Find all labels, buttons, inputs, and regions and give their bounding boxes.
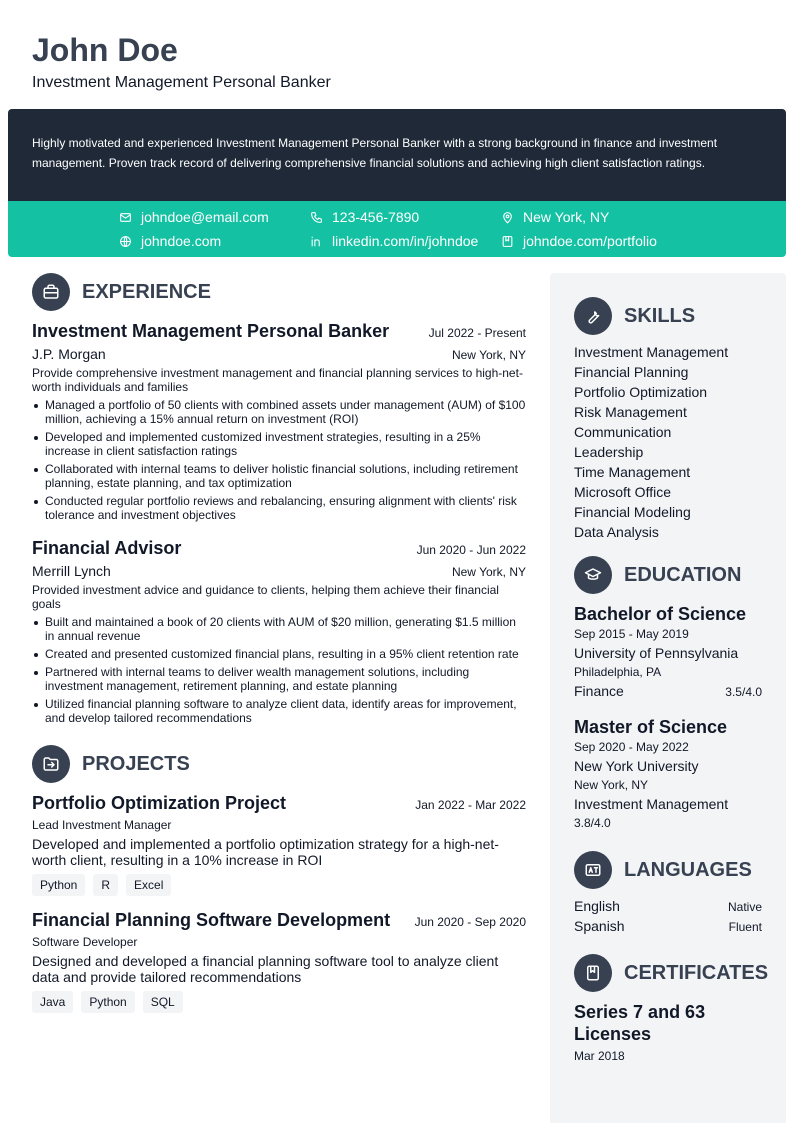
contact-portfolio[interactable] (501, 231, 657, 251)
job-achievements (32, 398, 526, 522)
skill-item: Risk Management (574, 404, 687, 420)
summary-text: Highly motivated and experienced Investment Management Personal Banker with a strong background in finance and investment management. Proven track record of delivering comprehensive financial solutions and achieving high client satisfaction ratings. (32, 136, 718, 170)
project-role: Lead Investment Manager (32, 818, 172, 832)
skill-item: Microsoft Office (574, 484, 671, 500)
portfolio-book-icon (501, 235, 514, 248)
job-dates: Jun 2020 - Jun 2022 (416, 543, 526, 557)
education-title: EDUCATION (624, 563, 742, 586)
achievement-bullet: Utilized financial planning software to analyze client data, identify areas for improvement, and develop tailored recommendations (32, 697, 526, 725)
tech-tag: SQL (143, 991, 183, 1013)
school-name: New York University (574, 758, 699, 774)
project-dates: Jun 2020 - Sep 2020 (414, 915, 526, 929)
languages-list (574, 896, 762, 936)
experience-item (32, 321, 526, 522)
project-tags (32, 874, 526, 896)
tech-tag: Python (81, 991, 134, 1013)
contact-linkedin[interactable] (310, 231, 478, 251)
translate-icon (574, 851, 612, 889)
contact-phone[interactable] (310, 207, 419, 227)
folder-icon (32, 745, 70, 783)
certificate-name: Series 7 and 63 Licenses (574, 1002, 706, 1044)
education-item (574, 716, 762, 832)
project-description: Designed and developed a financial planning software tool to analyze client data and provide tailored recommendations (32, 953, 499, 985)
language-level: Native (727, 900, 762, 914)
school-location: Philadelphia, PA (574, 665, 662, 679)
candidate-name: John Doe (32, 32, 178, 68)
school-name: University of Pennsylvania (574, 645, 739, 661)
phone-icon (310, 211, 323, 224)
graduation-cap-icon (574, 556, 612, 594)
achievement-bullet: Conducted regular portfolio reviews and rebalancing, ensuring alignment with clients' risk tolerance and investment objectives (32, 494, 526, 522)
job-title: Financial Advisor (32, 538, 182, 558)
project-item (32, 793, 526, 896)
skills-heading (574, 297, 695, 335)
job-location: New York, NY (451, 348, 526, 362)
phone-text: 123-456-7890 (332, 209, 420, 225)
education-heading (574, 556, 741, 594)
certificate-item (574, 1001, 762, 1065)
achievement-bullet: Built and maintained a book of 20 clients with AUM of $20 million, generating $1.5 million in annual revenue (32, 615, 526, 643)
language-row (574, 916, 762, 936)
tech-tag: R (93, 874, 118, 896)
email-text: johndoe@email.com (141, 209, 269, 225)
education-item (574, 603, 762, 701)
project-title: Portfolio Optimization Project (32, 793, 287, 813)
field-of-study: Finance (574, 683, 624, 699)
globe-icon (119, 235, 132, 248)
certificate-date: Mar 2018 (574, 1049, 625, 1063)
school-location: New York, NY (574, 778, 649, 792)
contact-website[interactable] (119, 231, 221, 251)
degree: Bachelor of Science (574, 604, 747, 624)
skills-title: SKILLS (624, 304, 696, 327)
contact-location (501, 207, 609, 227)
achievement-bullet: Created and presented customized financial plans, resulting in a 95% client retention rate (32, 647, 526, 661)
skill-item: Financial Modeling (574, 504, 691, 520)
experience-heading (32, 273, 211, 311)
skill-item: Investment Management (574, 344, 729, 360)
project-dates: Jan 2022 - Mar 2022 (415, 798, 526, 812)
job-description: Provide comprehensive investment management and financial planning services to high-net-worth individuals and families (32, 366, 523, 394)
job-achievements (32, 615, 526, 725)
job-dates: Jul 2022 - Present (428, 326, 526, 340)
gpa: 3.5/4.0 (725, 685, 762, 699)
languages-title: LANGUAGES (624, 858, 752, 881)
wrench-icon (574, 297, 612, 335)
skill-item: Portfolio Optimization (574, 384, 708, 400)
briefcase-icon (32, 273, 70, 311)
language-level: Fluent (728, 920, 762, 934)
project-description: Developed and implemented a portfolio optimization strategy for a high-net-worth client, resulting in a 10% increase in ROI (32, 836, 499, 868)
skill-item: Leadership (574, 444, 644, 460)
achievement-bullet: Partnered with internal teams to deliver wealth management solutions, including investment management, retirement planning, and estate planning (32, 665, 526, 693)
language-name: Spanish (574, 918, 625, 934)
job-company: J.P. Morgan (32, 346, 106, 362)
education-dates: Sep 2020 - May 2022 (574, 740, 689, 754)
skill-item: Financial Planning (574, 364, 689, 380)
degree: Master of Science (574, 717, 728, 737)
job-title: Investment Management Personal Banker (32, 321, 390, 341)
skills-list (574, 342, 762, 542)
linkedin-text: linkedin.com/in/johndoe (332, 233, 479, 249)
skill-item: Time Management (574, 464, 691, 480)
project-role: Software Developer (32, 935, 138, 949)
contact-band (8, 201, 786, 257)
portfolio-text: johndoe.com/portfolio (523, 233, 657, 249)
location-pin-icon (501, 211, 514, 224)
projects-heading (32, 745, 190, 783)
linkedin-icon (310, 235, 323, 248)
projects-title: PROJECTS (82, 752, 190, 775)
tech-tag: Python (32, 874, 85, 896)
achievement-bullet: Developed and implemented customized investment strategies, resulting in a 25% increase in client satisfaction ratings (32, 430, 526, 458)
gpa: 3.8/4.0 (574, 816, 611, 830)
summary-band (8, 109, 786, 201)
resume-header (32, 30, 331, 92)
achievement-bullet: Managed a portfolio of 50 clients with combined assets under management (AUM) of $100 million, achieving a 15% annual return on investment (ROI) (32, 398, 526, 426)
location-text: New York, NY (523, 209, 610, 225)
project-tags (32, 991, 526, 1013)
email-icon (119, 211, 132, 224)
language-name: English (574, 898, 620, 914)
candidate-title: Investment Management Personal Banker (32, 74, 331, 91)
tech-tag: Excel (126, 874, 171, 896)
certificate-book-icon (574, 954, 612, 992)
skill-item: Communication (574, 424, 672, 440)
website-text: johndoe.com (141, 233, 222, 249)
languages-heading (574, 851, 752, 889)
achievement-bullet: Collaborated with internal teams to deliver holistic financial solutions, including retirement planning, estate planning, and tax optimization (32, 462, 526, 490)
experience-title: EXPERIENCE (82, 280, 211, 303)
certificates-title: CERTIFICATES (624, 961, 769, 984)
skill-item: Data Analysis (574, 524, 659, 540)
experience-item (32, 538, 526, 725)
project-title: Financial Planning Software Development (32, 910, 391, 930)
education-dates: Sep 2015 - May 2019 (574, 627, 689, 641)
language-row (574, 896, 762, 916)
certificates-heading (574, 954, 768, 992)
job-company: Merrill Lynch (32, 563, 111, 579)
project-item (32, 910, 526, 1013)
tech-tag: Java (32, 991, 73, 1013)
job-description: Provided investment advice and guidance to clients, helping them achieve their financial goals (32, 583, 499, 611)
field-of-study: Investment Management (574, 796, 729, 812)
contact-email[interactable] (119, 207, 269, 227)
job-location: New York, NY (451, 565, 526, 579)
